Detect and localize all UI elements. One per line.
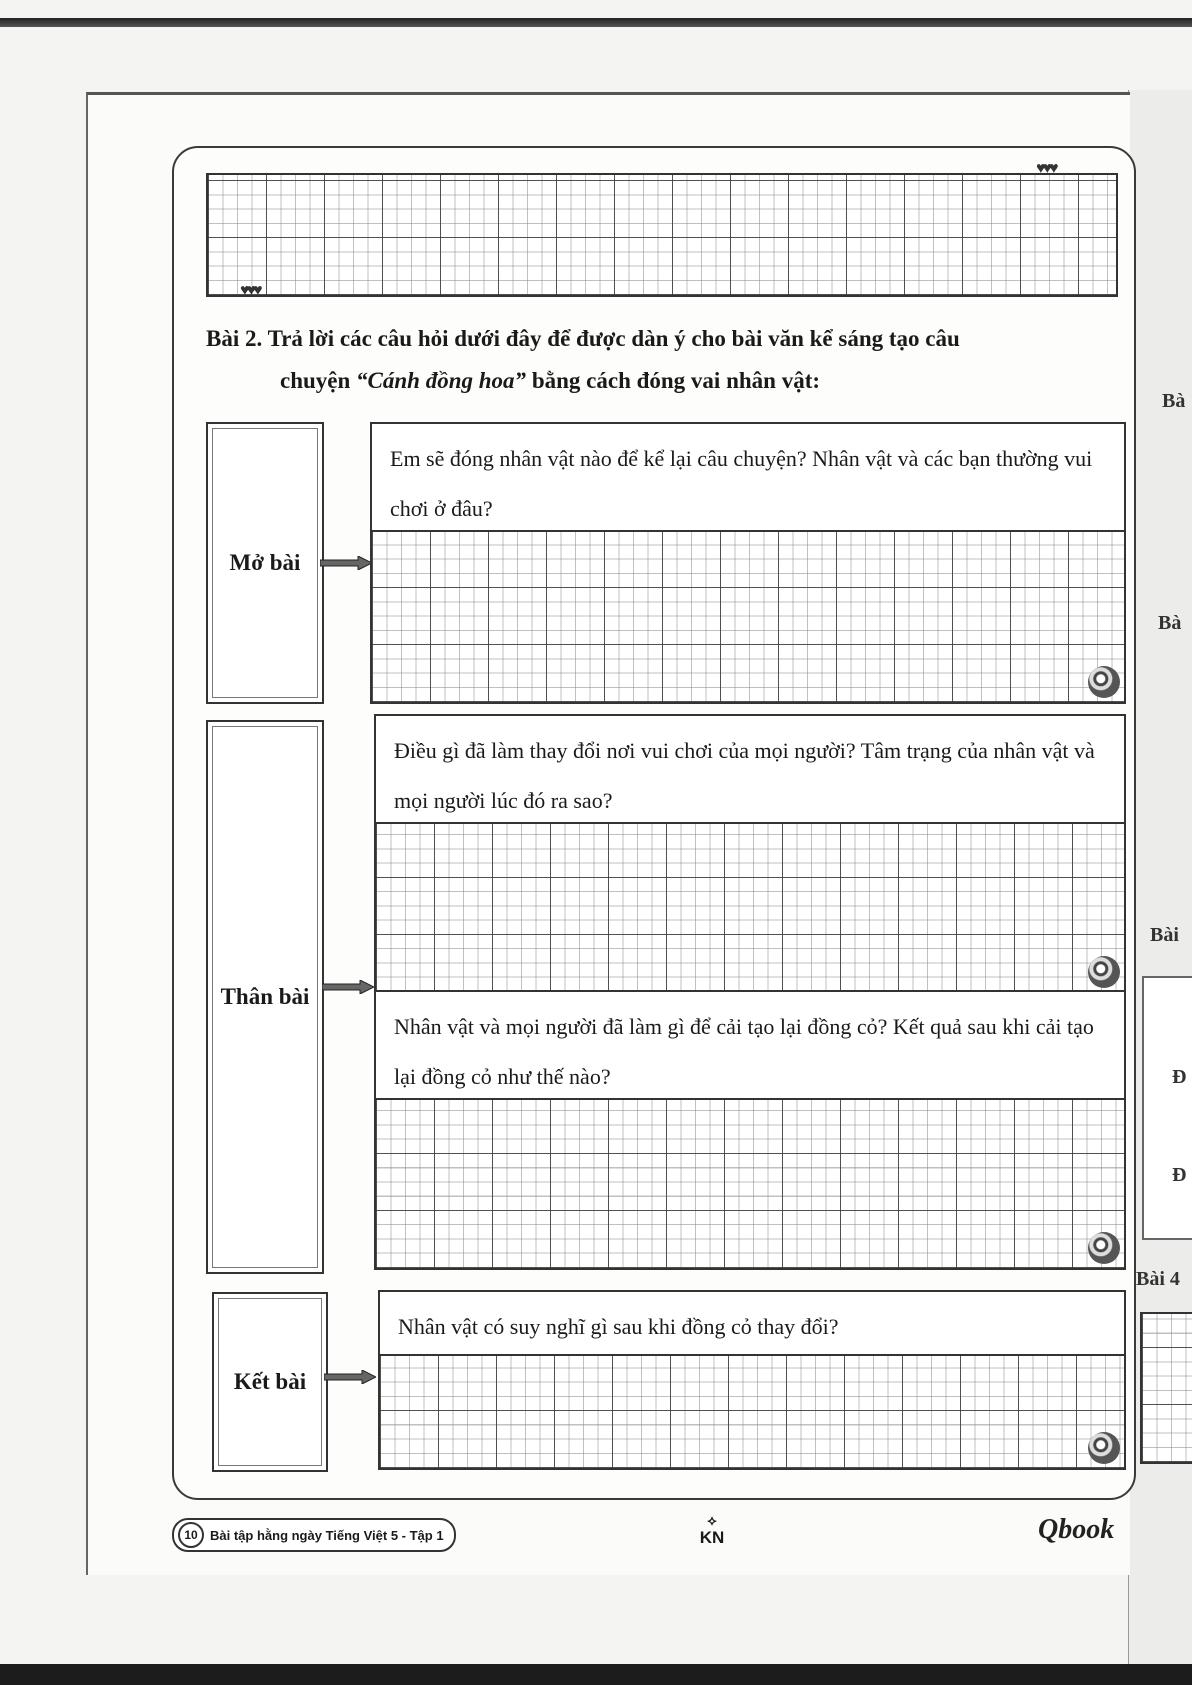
mascot-icon <box>1088 666 1120 698</box>
than-bai-writing-grid-1[interactable] <box>376 822 1124 992</box>
hearts-decoration-icon: ♥♥♥ <box>1036 160 1056 177</box>
than-bai-answer-box-2 <box>374 990 1126 1270</box>
qbook-logo: Qbook <box>1038 1514 1115 1545</box>
mascot-icon <box>1088 956 1120 988</box>
right-arrow-icon <box>324 1370 376 1384</box>
book-title: Bài tập hằng ngày Tiếng Việt 5 - Tập 1 <box>210 1527 444 1543</box>
margin-fragment: Bà <box>1162 390 1186 412</box>
than-bai-writing-grid-2[interactable] <box>376 1098 1124 1268</box>
hearts-decoration-icon: ♥♥♥ <box>240 282 260 299</box>
than-bai-answer-box-1 <box>374 714 1126 994</box>
right-arrow-icon <box>322 980 374 994</box>
than-bai-question-2: Nhân vật và mọi người đã làm gì để cải tạo lại đồng cỏ? Kết quả sau khi cải tạo lại đồng cỏ như thế nào? <box>394 1014 1094 1089</box>
margin-fragment: Bà <box>1158 612 1182 634</box>
exercise-heading <box>206 318 1126 402</box>
publisher-logo <box>690 1512 734 1554</box>
margin-fragment: Đ <box>1172 1164 1187 1186</box>
right-arrow-icon <box>320 556 372 570</box>
mascot-icon <box>1088 1432 1120 1464</box>
margin-fragment: Bài <box>1150 924 1179 946</box>
exercise-title-line2: chuyện “Cánh đồng hoa” bằng cách đóng vai nhân vật: <box>280 368 821 393</box>
mo-bai-answer-box <box>370 422 1126 704</box>
publisher-logo-mark: ⟡ <box>707 1512 717 1528</box>
mo-bai-writing-grid[interactable] <box>372 530 1124 702</box>
mascot-icon <box>1088 1232 1120 1264</box>
scan-edge-bottom <box>0 1664 1192 1685</box>
adjacent-page-table <box>1142 976 1192 1240</box>
margin-fragment: Đ <box>1172 1066 1187 1088</box>
page-number: 10 <box>178 1522 204 1548</box>
ket-bai-answer-box <box>378 1290 1126 1470</box>
publisher-logo-text: KN <box>699 1528 725 1547</box>
mo-bai-label-box <box>206 422 324 704</box>
scan-edge-top <box>0 18 1192 27</box>
top-writing-grid[interactable] <box>206 173 1118 297</box>
mo-bai-question: Em sẽ đóng nhân vật nào để kể lại câu chuyện? Nhân vật và các bạn thường vui chơi ở đâu? <box>390 446 1093 521</box>
than-bai-label: Thân bài <box>220 984 310 1009</box>
ket-bai-question: Nhân vật có suy nghĩ gì sau khi đồng cỏ thay đổi? <box>398 1314 839 1339</box>
than-bai-question-1: Điều gì đã làm thay đổi nơi vui chơi của mọi người? Tâm trạng của nhân vật và mọi người lúc đó ra sao? <box>394 738 1095 813</box>
mo-bai-label: Mở bài <box>229 550 301 575</box>
ket-bai-label-box <box>212 1292 328 1472</box>
ket-bai-label: Kết bài <box>233 1369 307 1394</box>
footer-book-title <box>172 1518 456 1552</box>
exercise-title-line1: Bài 2. Trả lời các câu hỏi dưới đây để được dàn ý cho bài văn kể sáng tạo câu <box>206 326 960 351</box>
ket-bai-writing-grid[interactable] <box>380 1354 1124 1468</box>
margin-fragment: Bài 4 <box>1136 1268 1180 1290</box>
than-bai-label-box <box>206 720 324 1274</box>
adjacent-page-grid <box>1140 1312 1192 1464</box>
